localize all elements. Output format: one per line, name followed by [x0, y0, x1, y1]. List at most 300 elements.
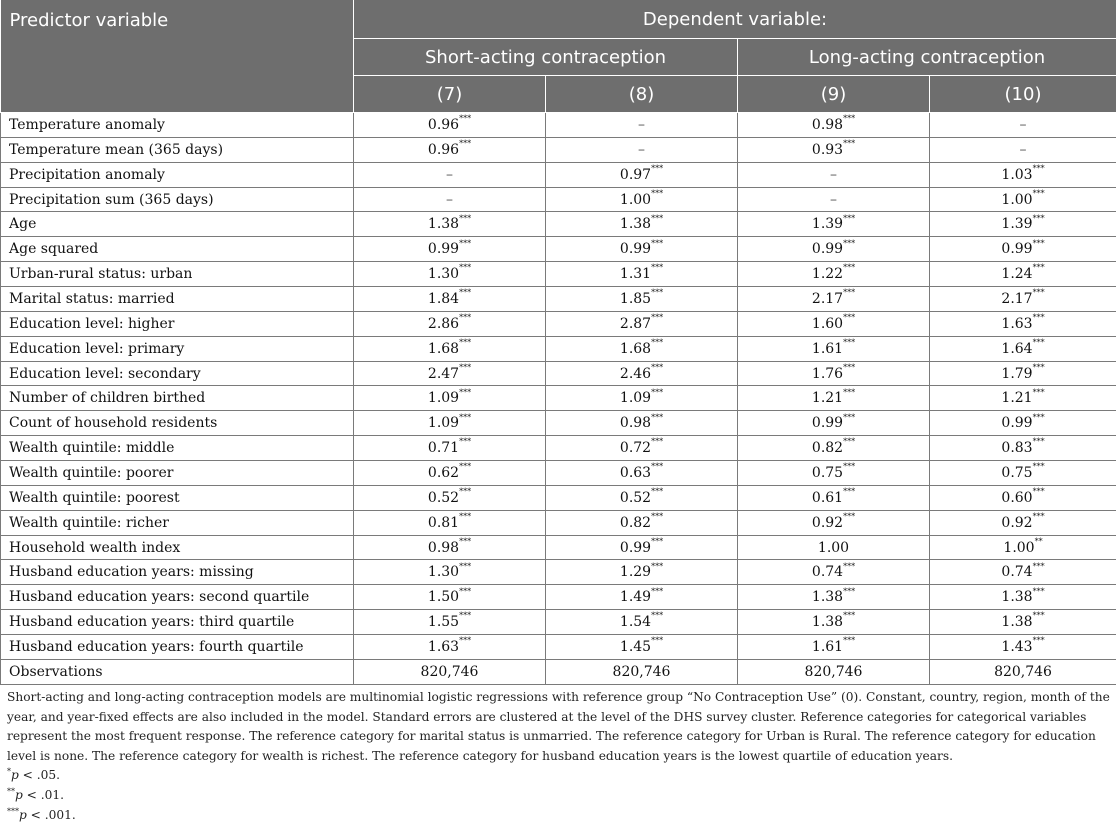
coefficient-value: 1.00: [817, 539, 850, 556]
coefficient-cell: [354, 162, 546, 187]
significance-stars: ***: [651, 636, 664, 646]
significance-stars: ***: [651, 487, 664, 497]
significance-stars: ***: [459, 437, 472, 447]
coefficient-value: 2.47***: [427, 362, 472, 382]
significance-stars: ***: [1032, 561, 1045, 571]
coefficient-cell: [354, 237, 546, 262]
coefficient-value: 0.99***: [619, 238, 664, 258]
coefficient-value: 1.49***: [619, 586, 664, 606]
coefficient-cell: [930, 212, 1116, 237]
significance-stars: ***: [459, 362, 472, 372]
row-label: Temperature anomaly: [1, 113, 354, 138]
long-acting-header: Long-acting contraception: [738, 39, 1116, 76]
row-label: Observations: [1, 659, 354, 684]
significance-stars: ***: [1032, 263, 1045, 273]
coefficient-value: 1.30***: [427, 561, 472, 581]
coefficient-cell: [738, 187, 930, 212]
coefficient-value: 0.62***: [427, 462, 472, 481]
significance-stars: ***: [843, 561, 856, 571]
significance-stars: ***: [843, 213, 856, 223]
significance-stars: ***: [459, 213, 472, 223]
table-row: [1, 610, 1116, 635]
coefficient-value: 1.43***: [1001, 636, 1045, 655]
dependent-variable-header: Dependent variable:: [354, 0, 1116, 39]
coefficient-value: 1.09***: [619, 387, 664, 407]
coefficient-cell: [930, 659, 1116, 684]
coefficient-cell: [546, 162, 738, 187]
sig-note-01: **p < .01.: [7, 786, 65, 802]
coefficient-value: 2.17***: [1001, 288, 1045, 307]
table-row: [1, 336, 1116, 361]
coefficient-cell: [354, 386, 546, 411]
sig-note-001: ***p < .001.: [7, 806, 76, 822]
coefficient-cell: [738, 336, 930, 361]
coefficient-cell: [930, 535, 1116, 560]
coefficient-cell: [930, 436, 1116, 461]
significance-stars: ***: [843, 313, 856, 323]
coefficient-value: 1.24***: [1001, 263, 1045, 283]
coefficient-value: 0.98***: [811, 114, 856, 133]
significance-stars: ***: [843, 139, 856, 149]
coefficient-cell: [546, 361, 738, 386]
model-8-header: (8): [546, 76, 738, 113]
coefficient-value: 0.92***: [811, 512, 856, 531]
significance-stars: ***: [843, 586, 856, 596]
table-row: [1, 510, 1116, 535]
table-row: [1, 137, 1116, 162]
coefficient-cell: [930, 635, 1116, 660]
coefficient-value: 820,746: [612, 663, 671, 680]
coefficient-value: 0.99***: [427, 238, 472, 258]
significance-stars: ***: [651, 586, 664, 596]
row-label: Wealth quintile: richer: [1, 510, 354, 535]
coefficient-cell: [930, 585, 1116, 610]
coefficient-cell: [354, 287, 546, 312]
coefficient-cell: [354, 187, 546, 212]
coefficient-value: 0.81***: [427, 512, 472, 531]
coefficient-value: –: [830, 166, 837, 183]
coefficient-cell: [546, 113, 738, 138]
significance-stars: ***: [843, 611, 856, 621]
coefficient-value: 2.87***: [619, 313, 664, 332]
coefficient-value: 1.38***: [1001, 586, 1045, 606]
coefficient-cell: [354, 137, 546, 162]
significance-stars: ***: [651, 163, 664, 173]
significance-stars: ***: [651, 387, 664, 397]
coefficient-value: 0.99***: [619, 536, 664, 556]
coefficient-value: 0.71***: [427, 437, 472, 457]
model-10-header: (10): [930, 76, 1116, 113]
coefficient-cell: [546, 659, 738, 684]
coefficient-cell: [738, 311, 930, 336]
coefficient-value: 1.84***: [427, 288, 472, 307]
significance-stars: ***: [843, 338, 856, 347]
significance-stars: ***: [651, 313, 664, 323]
model-7-header: (7): [354, 76, 546, 113]
coefficient-value: –: [446, 191, 453, 208]
table-row: [1, 560, 1116, 585]
significance-stars: ***: [1032, 611, 1045, 621]
significance-stars: ***: [651, 188, 664, 198]
coefficient-value: 1.54***: [619, 611, 664, 631]
table-row: [1, 461, 1116, 486]
table-row: [1, 212, 1116, 237]
row-label: Number of children birthed: [1, 386, 354, 411]
significance-stars: ***: [843, 512, 856, 522]
coefficient-value: 1.39***: [811, 213, 856, 233]
table-row: [1, 237, 1116, 262]
significance-stars: ***: [1032, 313, 1045, 323]
coefficient-cell: [354, 560, 546, 585]
coefficient-cell: [354, 535, 546, 560]
row-label: Age squared: [1, 237, 354, 262]
coefficient-value: 1.22***: [811, 263, 856, 283]
coefficient-cell: [930, 610, 1116, 635]
table-row: [1, 659, 1116, 684]
coefficient-value: –: [830, 191, 837, 208]
coefficient-cell: [354, 610, 546, 635]
coefficient-cell: [738, 212, 930, 237]
coefficient-value: 1.79***: [1001, 362, 1045, 382]
coefficient-value: 2.86***: [427, 313, 472, 332]
coefficient-value: –: [446, 166, 453, 183]
coefficient-cell: [738, 386, 930, 411]
coefficient-cell: [354, 485, 546, 510]
coefficient-cell: [546, 336, 738, 361]
significance-stars: ***: [459, 288, 472, 298]
coefficient-value: 1.38***: [1001, 611, 1045, 631]
coefficient-cell: [930, 113, 1116, 138]
coefficient-value: 1.38***: [811, 611, 856, 631]
coefficient-value: 1.00**: [1003, 536, 1043, 556]
coefficient-value: 0.93***: [811, 139, 856, 158]
coefficient-cell: [546, 485, 738, 510]
coefficient-cell: [546, 187, 738, 212]
coefficient-value: 1.38***: [619, 213, 664, 233]
significance-stars: ***: [459, 586, 472, 596]
significance-stars: ***: [1032, 437, 1045, 447]
coefficient-cell: [930, 510, 1116, 535]
coefficient-value: 1.61***: [811, 636, 856, 655]
significance-stars: ***: [1032, 412, 1045, 422]
coefficient-value: 1.85***: [619, 288, 664, 307]
row-label: Husband education years: third quartile: [1, 610, 354, 635]
coefficient-value: –: [638, 141, 645, 158]
significance-stars: ***: [1032, 512, 1045, 522]
significance-stars: ***: [1032, 213, 1045, 223]
significance-stars: ***: [459, 536, 472, 546]
row-label: Marital status: married: [1, 287, 354, 312]
coefficient-cell: [930, 287, 1116, 312]
significance-stars: ***: [843, 114, 856, 124]
coefficient-value: 2.17***: [811, 288, 856, 307]
coefficient-value: –: [638, 116, 645, 133]
coefficient-value: –: [1019, 116, 1027, 133]
row-label: Husband education years: missing: [1, 560, 354, 585]
coefficient-cell: [354, 411, 546, 436]
table-body: [1, 113, 1116, 685]
coefficient-cell: [738, 237, 930, 262]
significance-stars: ***: [651, 512, 664, 522]
coefficient-cell: [930, 336, 1116, 361]
coefficient-cell: [738, 461, 930, 486]
significance-stars: ***: [651, 362, 664, 372]
coefficient-cell: [354, 361, 546, 386]
coefficient-value: 1.03***: [1001, 163, 1045, 183]
significance-stars: ***: [459, 263, 472, 273]
table-row: [1, 411, 1116, 436]
coefficient-value: 1.63***: [427, 636, 472, 655]
row-label: Age: [1, 212, 354, 237]
coefficient-cell: [546, 560, 738, 585]
significance-stars: ***: [459, 512, 472, 522]
coefficient-cell: [930, 311, 1116, 336]
table-row: [1, 485, 1116, 510]
coefficient-cell: [930, 461, 1116, 486]
significance-stars: ***: [1032, 238, 1045, 248]
significance-stars: ***: [1032, 586, 1045, 596]
coefficient-cell: [354, 659, 546, 684]
coefficient-cell: [930, 560, 1116, 585]
significance-stars: ***: [843, 238, 856, 248]
significance-stars: ***: [651, 238, 664, 248]
coefficient-value: 1.21***: [811, 387, 856, 407]
coefficient-value: 1.31***: [619, 263, 664, 283]
coefficient-cell: [738, 436, 930, 461]
significance-stars: ***: [1032, 387, 1045, 397]
row-label: Count of household residents: [1, 411, 354, 436]
coefficient-value: 0.99***: [811, 238, 856, 258]
table-row: [1, 635, 1116, 660]
table-row: [1, 162, 1116, 187]
coefficient-cell: [354, 212, 546, 237]
coefficient-cell: [738, 535, 930, 560]
significance-stars: ***: [1032, 188, 1045, 198]
coefficient-value: 0.96***: [427, 114, 472, 133]
table-header: [1, 0, 1116, 113]
table-row: [1, 386, 1116, 411]
significance-stars: ***: [651, 437, 664, 447]
significance-stars: ***: [843, 387, 856, 397]
coefficient-value: 1.38***: [427, 213, 472, 233]
row-label: Urban-rural status: urban: [1, 262, 354, 287]
coefficient-value: 1.60***: [811, 313, 856, 332]
coefficient-value: 0.98***: [619, 412, 664, 432]
significance-stars: ***: [651, 263, 664, 273]
row-label: Education level: secondary: [1, 361, 354, 386]
coefficient-cell: [930, 411, 1116, 436]
significance-stars: ***: [459, 487, 472, 497]
coefficient-cell: [546, 137, 738, 162]
significance-stars: ***: [459, 611, 472, 621]
coefficient-value: 0.74***: [811, 561, 856, 581]
coefficient-cell: [930, 262, 1116, 287]
significance-stars: ***: [1032, 487, 1045, 497]
table-row: [1, 436, 1116, 461]
significance-stars: ***: [843, 636, 856, 646]
coefficient-value: –: [1019, 141, 1027, 158]
coefficient-value: 1.30***: [427, 263, 472, 283]
coefficient-cell: [546, 635, 738, 660]
significance-stars: ***: [1032, 636, 1045, 646]
coefficient-cell: [738, 585, 930, 610]
coefficient-cell: [738, 361, 930, 386]
significance-stars: ***: [459, 636, 472, 646]
table-row: [1, 187, 1116, 212]
coefficient-value: 820,746: [994, 663, 1052, 680]
sig-note-05: *p < .05.: [7, 767, 61, 783]
notes-main: Short-acting and long-acting contraception models are multinomial logistic regressions with reference group “No Contraception Use” (0). Constant, country, region, month of the year, and year-fixed effects are also included in the model. Standard errors are clustered at the level of the DHS survey cluster. Reference categories for categorical variables represent the most frequent response. The reference category for marital status is unmarried. The reference category for Urban is Rural. The reference category for education level is none. The reference category for wealth is richest. The reference category for husband education years is the lowest quartile of education years.: [7, 690, 1110, 763]
significance-stars: ***: [843, 462, 856, 472]
significance-stars: ***: [651, 213, 664, 223]
coefficient-cell: [738, 287, 930, 312]
coefficient-cell: [354, 311, 546, 336]
coefficient-cell: [546, 287, 738, 312]
coefficient-cell: [546, 237, 738, 262]
coefficient-cell: [354, 262, 546, 287]
coefficient-value: 820,746: [420, 663, 479, 680]
significance-stars: ***: [651, 412, 664, 422]
coefficient-cell: [738, 659, 930, 684]
coefficient-value: 1.55***: [427, 611, 472, 631]
row-label: Wealth quintile: poorer: [1, 461, 354, 486]
coefficient-cell: [930, 361, 1116, 386]
coefficient-cell: [738, 635, 930, 660]
significance-stars: ***: [843, 487, 856, 497]
row-label: Precipitation anomaly: [1, 162, 354, 187]
significance-stars: ***: [1032, 462, 1045, 472]
significance-stars: ***: [459, 561, 472, 571]
coefficient-cell: [930, 162, 1116, 187]
coefficient-value: 0.92***: [1001, 512, 1045, 531]
significance-stars: ***: [1032, 163, 1045, 173]
coefficient-cell: [738, 560, 930, 585]
coefficient-value: 1.63***: [1001, 313, 1045, 332]
coefficient-value: 0.82***: [811, 437, 856, 457]
coefficient-cell: [930, 485, 1116, 510]
coefficient-value: 0.75***: [1001, 462, 1045, 481]
coefficient-cell: [354, 336, 546, 361]
row-label: Husband education years: second quartile: [1, 585, 354, 610]
significance-stars: ***: [843, 437, 856, 447]
predictor-header: Predictor variable: [1, 0, 354, 113]
short-acting-header: Short-acting contraception: [354, 39, 738, 76]
coefficient-cell: [738, 411, 930, 436]
coefficient-cell: [354, 635, 546, 660]
coefficient-value: 1.68***: [619, 338, 664, 357]
significance-stars: **: [1034, 536, 1043, 546]
coefficient-value: 1.09***: [427, 387, 472, 407]
coefficient-cell: [546, 461, 738, 486]
coefficient-value: 1.09***: [427, 412, 472, 432]
row-label: Husband education years: fourth quartile: [1, 635, 354, 660]
significance-stars: ***: [843, 288, 856, 298]
coefficient-value: 1.68***: [427, 338, 472, 357]
significance-stars: ***: [651, 611, 664, 621]
table-row: [1, 535, 1116, 560]
significance-stars: ***: [459, 114, 472, 124]
row-label: Wealth quintile: poorest: [1, 485, 354, 510]
coefficient-value: 1.61***: [811, 338, 856, 357]
row-label: Precipitation sum (365 days): [1, 187, 354, 212]
coefficient-value: 2.46***: [619, 362, 664, 382]
coefficient-cell: [546, 610, 738, 635]
coefficient-value: 0.98***: [427, 536, 472, 556]
coefficient-value: 1.29***: [619, 561, 664, 581]
coefficient-value: 0.61***: [811, 487, 856, 506]
significance-stars: ***: [1032, 338, 1045, 347]
coefficient-cell: [546, 386, 738, 411]
coefficient-cell: [546, 436, 738, 461]
significance-stars: ***: [459, 139, 472, 149]
coefficient-cell: [354, 585, 546, 610]
significance-stars: ***: [1032, 288, 1045, 298]
coefficient-cell: [738, 485, 930, 510]
table-row: [1, 262, 1116, 287]
significance-stars: ***: [459, 313, 472, 323]
coefficient-value: 1.00***: [619, 188, 664, 208]
coefficient-cell: [930, 187, 1116, 212]
table-row: [1, 287, 1116, 312]
coefficient-value: 0.83***: [1001, 437, 1045, 457]
coefficient-cell: [738, 162, 930, 187]
coefficient-cell: [930, 386, 1116, 411]
coefficient-value: 1.64***: [1001, 338, 1045, 357]
row-label: Temperature mean (365 days): [1, 137, 354, 162]
coefficient-value: 1.00***: [1001, 188, 1045, 208]
table-row: [1, 361, 1116, 386]
coefficient-value: 0.75***: [811, 462, 856, 481]
coefficient-cell: [930, 137, 1116, 162]
coefficient-value: 0.99***: [1001, 412, 1045, 432]
significance-stars: ***: [651, 462, 664, 472]
coefficient-cell: [354, 113, 546, 138]
significance-stars: ***: [459, 387, 472, 397]
coefficient-value: 0.72***: [619, 437, 664, 457]
table-row: [1, 311, 1116, 336]
significance-stars: ***: [843, 412, 856, 422]
coefficient-value: 0.52***: [427, 487, 472, 506]
coefficient-value: 0.74***: [1001, 561, 1045, 581]
coefficient-value: 0.60***: [1001, 487, 1045, 506]
coefficient-value: 820,746: [804, 663, 863, 680]
coefficient-value: 0.99***: [1001, 238, 1045, 258]
coefficient-cell: [738, 113, 930, 138]
coefficient-cell: [546, 411, 738, 436]
coefficient-value: 0.97***: [619, 163, 664, 183]
row-label: Education level: primary: [1, 336, 354, 361]
coefficient-cell: [546, 510, 738, 535]
significance-stars: ***: [1032, 362, 1045, 372]
coefficient-value: 1.76***: [811, 362, 856, 382]
significance-stars: ***: [651, 288, 664, 298]
coefficient-cell: [738, 510, 930, 535]
coefficient-value: 1.38***: [811, 586, 856, 606]
coefficient-value: 1.39***: [1001, 213, 1045, 233]
row-label: Wealth quintile: middle: [1, 436, 354, 461]
coefficient-cell: [546, 585, 738, 610]
coefficient-cell: [546, 212, 738, 237]
coefficient-value: 1.21***: [1001, 387, 1045, 407]
coefficient-cell: [546, 262, 738, 287]
coefficient-value: 1.50***: [427, 586, 472, 606]
coefficient-value: 0.63***: [619, 462, 664, 481]
model-9-header: (9): [738, 76, 930, 113]
significance-stars: ***: [459, 412, 472, 422]
coefficient-cell: [738, 137, 930, 162]
table-row: [1, 113, 1116, 138]
significance-stars: ***: [651, 561, 664, 571]
